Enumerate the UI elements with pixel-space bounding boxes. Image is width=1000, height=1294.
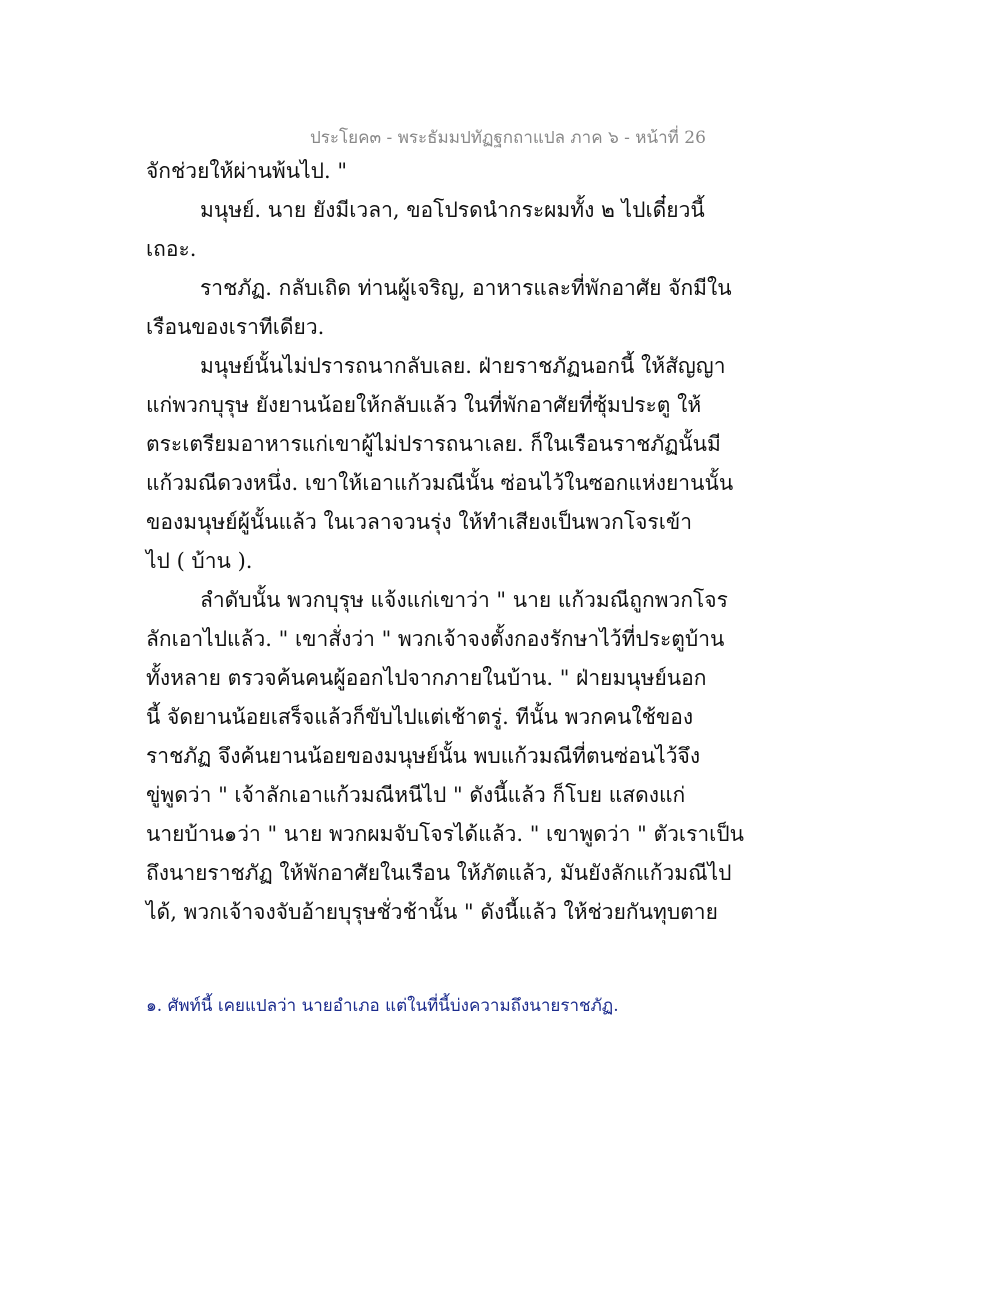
text-line: เรือนของเราทีเดียว. [146, 315, 325, 339]
text-line: ทั้งหลาย ตรวจค้นคนผู้ออกไปจากภายในบ้าน. " ฝ่ายมนุษย์นอก [146, 666, 707, 690]
text-line: ลำดับนั้น พวกบุรุษ แจ้งแก่เขาว่า " นาย แก้วมณีถูกพวกโจร [200, 588, 728, 612]
body-text [146, 152, 744, 932]
text-line: เถอะ. [146, 237, 197, 261]
text-line: แก้วมณีดวงหนึ่ง. เขาให้เอาแก้วมณีนั้น ซ่อนไว้ในซอกแห่งยานนั้น [146, 471, 734, 495]
text-line: ขู่พูดว่า " เจ้าลักเอาแก้วมณีหนีไป " ดังนี้แล้ว ก็โบย แสดงแก่ [146, 783, 686, 807]
text-line: ราชภัฏ จึงค้นยานน้อยของมนุษย์นั้น พบแก้วมณีที่ตนซ่อนไว้จึง [146, 744, 701, 768]
text-line: นี้ จัดยานน้อยเสร็จแล้วก็ขับไปแต่เช้าตรู่. ทีนั้น พวกคนใช้ของ [146, 705, 694, 729]
footnote: ๑. ศัพท์นี้ เคยแปลว่า นายอำเภอ แต่ในที่นี้บ่งความถึงนายราชภัฏ. [146, 996, 619, 1016]
text-line: แก่พวกบุรุษ ยังยานน้อยให้กลับแล้ว ในที่พักอาศัยที่ซุ้มประตู ให้ [146, 393, 702, 417]
text-line: ไป ( บ้าน ). [146, 549, 253, 573]
text-line: มนุษย์นั้นไม่ปรารถนากลับเลย. ฝ่ายราชภัฏนอกนี้ ให้สัญญา [200, 354, 726, 378]
text-line: ได้, พวกเจ้าจงจับอ้ายบุรุษชั่วช้านั้น " ดังนี้แล้ว ให้ช่วยกันทุบตาย [146, 900, 718, 924]
text-line: ลักเอาไปแล้ว. " เขาสั่งว่า " พวกเจ้าจงตั้งกองรักษาไว้ที่ประตูบ้าน [146, 627, 725, 651]
text-line: มนุษย์. นาย ยังมีเวลา, ขอโปรดนำกระผมทั้ง ๒ ไปเดี๋ยวนี้ [200, 198, 705, 222]
text-line: นายบ้าน๑ว่า " นาย พวกผมจับโจรได้แล้ว. " เขาพูดว่า " ตัวเราเป็น [146, 822, 744, 846]
running-header: ประโยค๓ - พระธัมมปทัฏฐกถาแปล ภาค ๖ - หน้าที่ 26 [310, 128, 706, 148]
text-line: ราชภัฏ. กลับเถิด ท่านผู้เจริญ, อาหารและที่พักอาศัย จักมีใน [200, 276, 732, 300]
text-line: ตระเตรียมอาหารแก่เขาผู้ไม่ปรารถนาเลย. ก็ในเรือนราชภัฏนั้นมี [146, 432, 721, 456]
text-line: ของมนุษย์ผู้นั้นแล้ว ในเวลาจวนรุ่ง ให้ทำเสียงเป็นพวกโจรเข้า [146, 510, 693, 534]
text-line: ถึงนายราชภัฏ ให้พักอาศัยในเรือน ให้ภัตแล้ว, มันยังลักแก้วมณีไป [146, 861, 732, 885]
text-line: จักช่วยให้ผ่านพ้นไป. " [146, 159, 348, 183]
